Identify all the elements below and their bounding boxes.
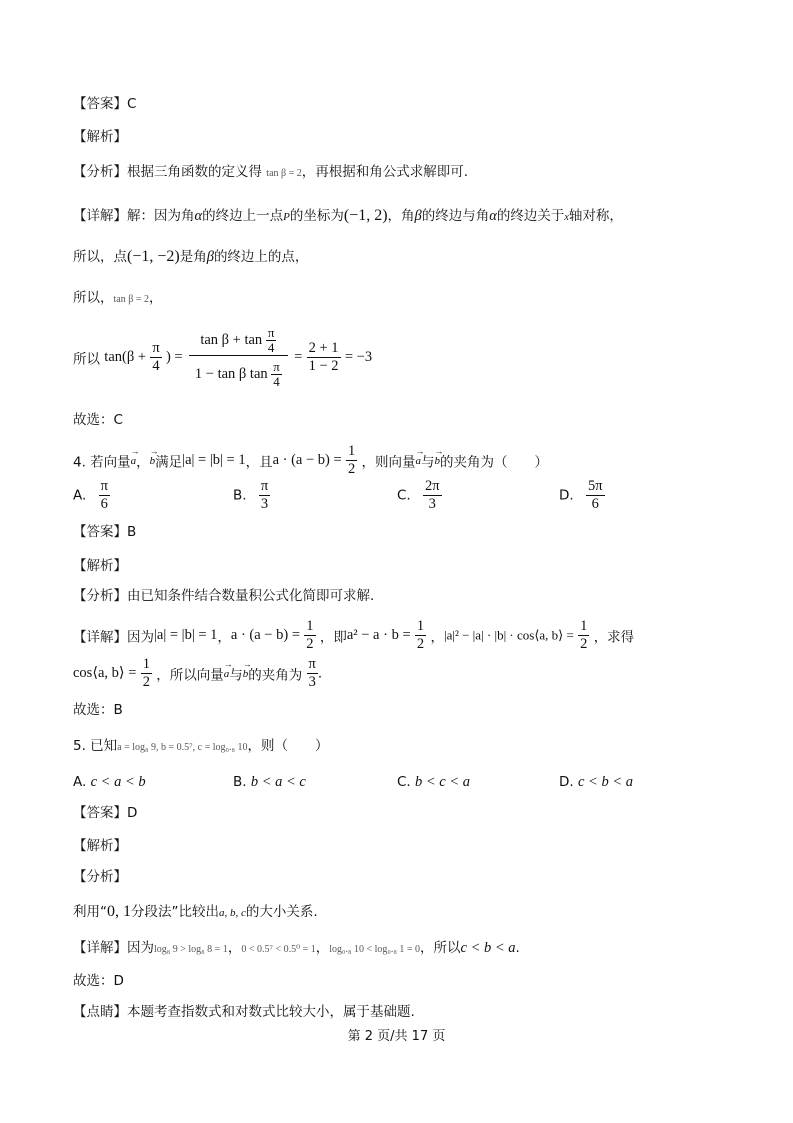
- analysis-heading-q4: 【解析】: [73, 558, 127, 574]
- tan-line-q3: 所以，tan β = 2，: [73, 290, 163, 306]
- page-footer: 第 2 页/共 17 页: [347, 1029, 446, 1044]
- fraction-pi-over-4: $\frac{\pi}{4}$: [152, 340, 160, 374]
- answer-line-q3: 【答案】C: [73, 96, 137, 112]
- xiangjie-line-q4-cont: cos⟨a, b⟩ = $\frac{1}{2}$ ，所以向量→ a与→ b的夹角为 $\frac{\pi}{3}$ .: [73, 656, 322, 691]
- fenxi-line-q3: 【分析】根据三角函数的定义得 tan β = 2，再根据和角公式求解即可.: [73, 164, 469, 180]
- answer-line-q5: 【答案】D: [73, 805, 138, 821]
- xiangjie-line-q3: 【详解】解：因为角α的终边上一点P的坐标为(−1, 2)，角β的终边与角α的终边关于x轴对称，: [73, 207, 623, 224]
- fraction-three-over-minus-one: $\frac{2 + 1}{1 - 2}$: [308, 340, 339, 374]
- fenxi-heading-q5: 【分析】: [73, 869, 127, 885]
- option-d[interactable]: D. $\frac{5\pi}{6}$: [559, 478, 603, 512]
- analysis-heading-q5: 【解析】: [73, 838, 127, 854]
- fraction-one-half: $\frac{1}{2}$: [347, 443, 356, 477]
- analysis-heading-q3: 【解析】: [73, 129, 127, 145]
- xiangjie-line-q5: 【详解】因为log₈ 9 > log₈ 8 = 1，0 < 0.5⁷ < 0.5⁰ = 1，log₀.₈ 10 < log₀.₈ 1 = 0，所以c < b < a.: [73, 940, 520, 956]
- option-c[interactable]: C. b < c < a: [397, 774, 471, 790]
- choice-line-q3: 故选：C: [73, 412, 123, 428]
- dianjing-line-q5: 【点睛】本题考查指数式和对数式比较大小，属于基础题.: [73, 1004, 415, 1020]
- formula-line-q3: 所以 tan(β + $\frac{\pi}{4}$ ) = tan β + tan $\frac{\pi}{4}$ 1 − tan β tan $\frac{\pi}{4}$ = $\frac{2 + 1}{1 - 2}$ = −3: [73, 325, 373, 389]
- option-c[interactable]: C. $\frac{2\pi}{3}$: [397, 478, 440, 512]
- fenxi-line-q4: 【分析】由已知条件结合数量积公式化简即可求解.: [73, 588, 375, 604]
- answer-line-q4: 【答案】B: [73, 524, 137, 540]
- question-4-options: [73, 478, 723, 518]
- option-a[interactable]: A. $\frac{\pi}{6}$: [73, 478, 108, 512]
- question-5-stem: 5. 已知a = log₈ 9, b = 0.5⁷, c = log₀.₈ 10，则（ ）: [73, 738, 329, 754]
- option-d[interactable]: D. c < b < a: [559, 774, 633, 790]
- question-4-stem: 4. 若向量→ a，→ b满足|a| = |b| = 1，且a · (a − b) = $\frac{1}{2}$ ，则向量→ a与→ b的夹角为（ ）: [73, 443, 548, 478]
- option-a[interactable]: A. c < a < b: [73, 774, 146, 790]
- xiangjie-line-q4: 【详解】因为|a| = |b| = 1，a · (a − b) = $\frac{1}{2}$ ，即a² − a · b = $\frac{1}{2}$ ，|a|² − |a| · |b| · cos⟨a, b⟩ = $\frac{1}{2}$ ，求得: [73, 618, 635, 652]
- option-b[interactable]: B. b < a < c: [233, 774, 306, 790]
- point-line-q3: 所以，点(−1, −2)是角β的终边上的点，: [73, 248, 309, 265]
- fenxi-line-q5: 利用“0, 1分段法”比较出a, b, c的大小关系.: [73, 903, 318, 920]
- choice-line-q5: 故选：D: [73, 973, 124, 989]
- fraction-tan-sum: tan β + tan $\frac{\pi}{4}$ 1 − tan β tan $\frac{\pi}{4}$: [189, 326, 288, 389]
- option-b[interactable]: B. $\frac{\pi}{3}$: [233, 478, 269, 512]
- question-5-options: [73, 772, 723, 794]
- choice-line-q4: 故选：B: [73, 702, 123, 718]
